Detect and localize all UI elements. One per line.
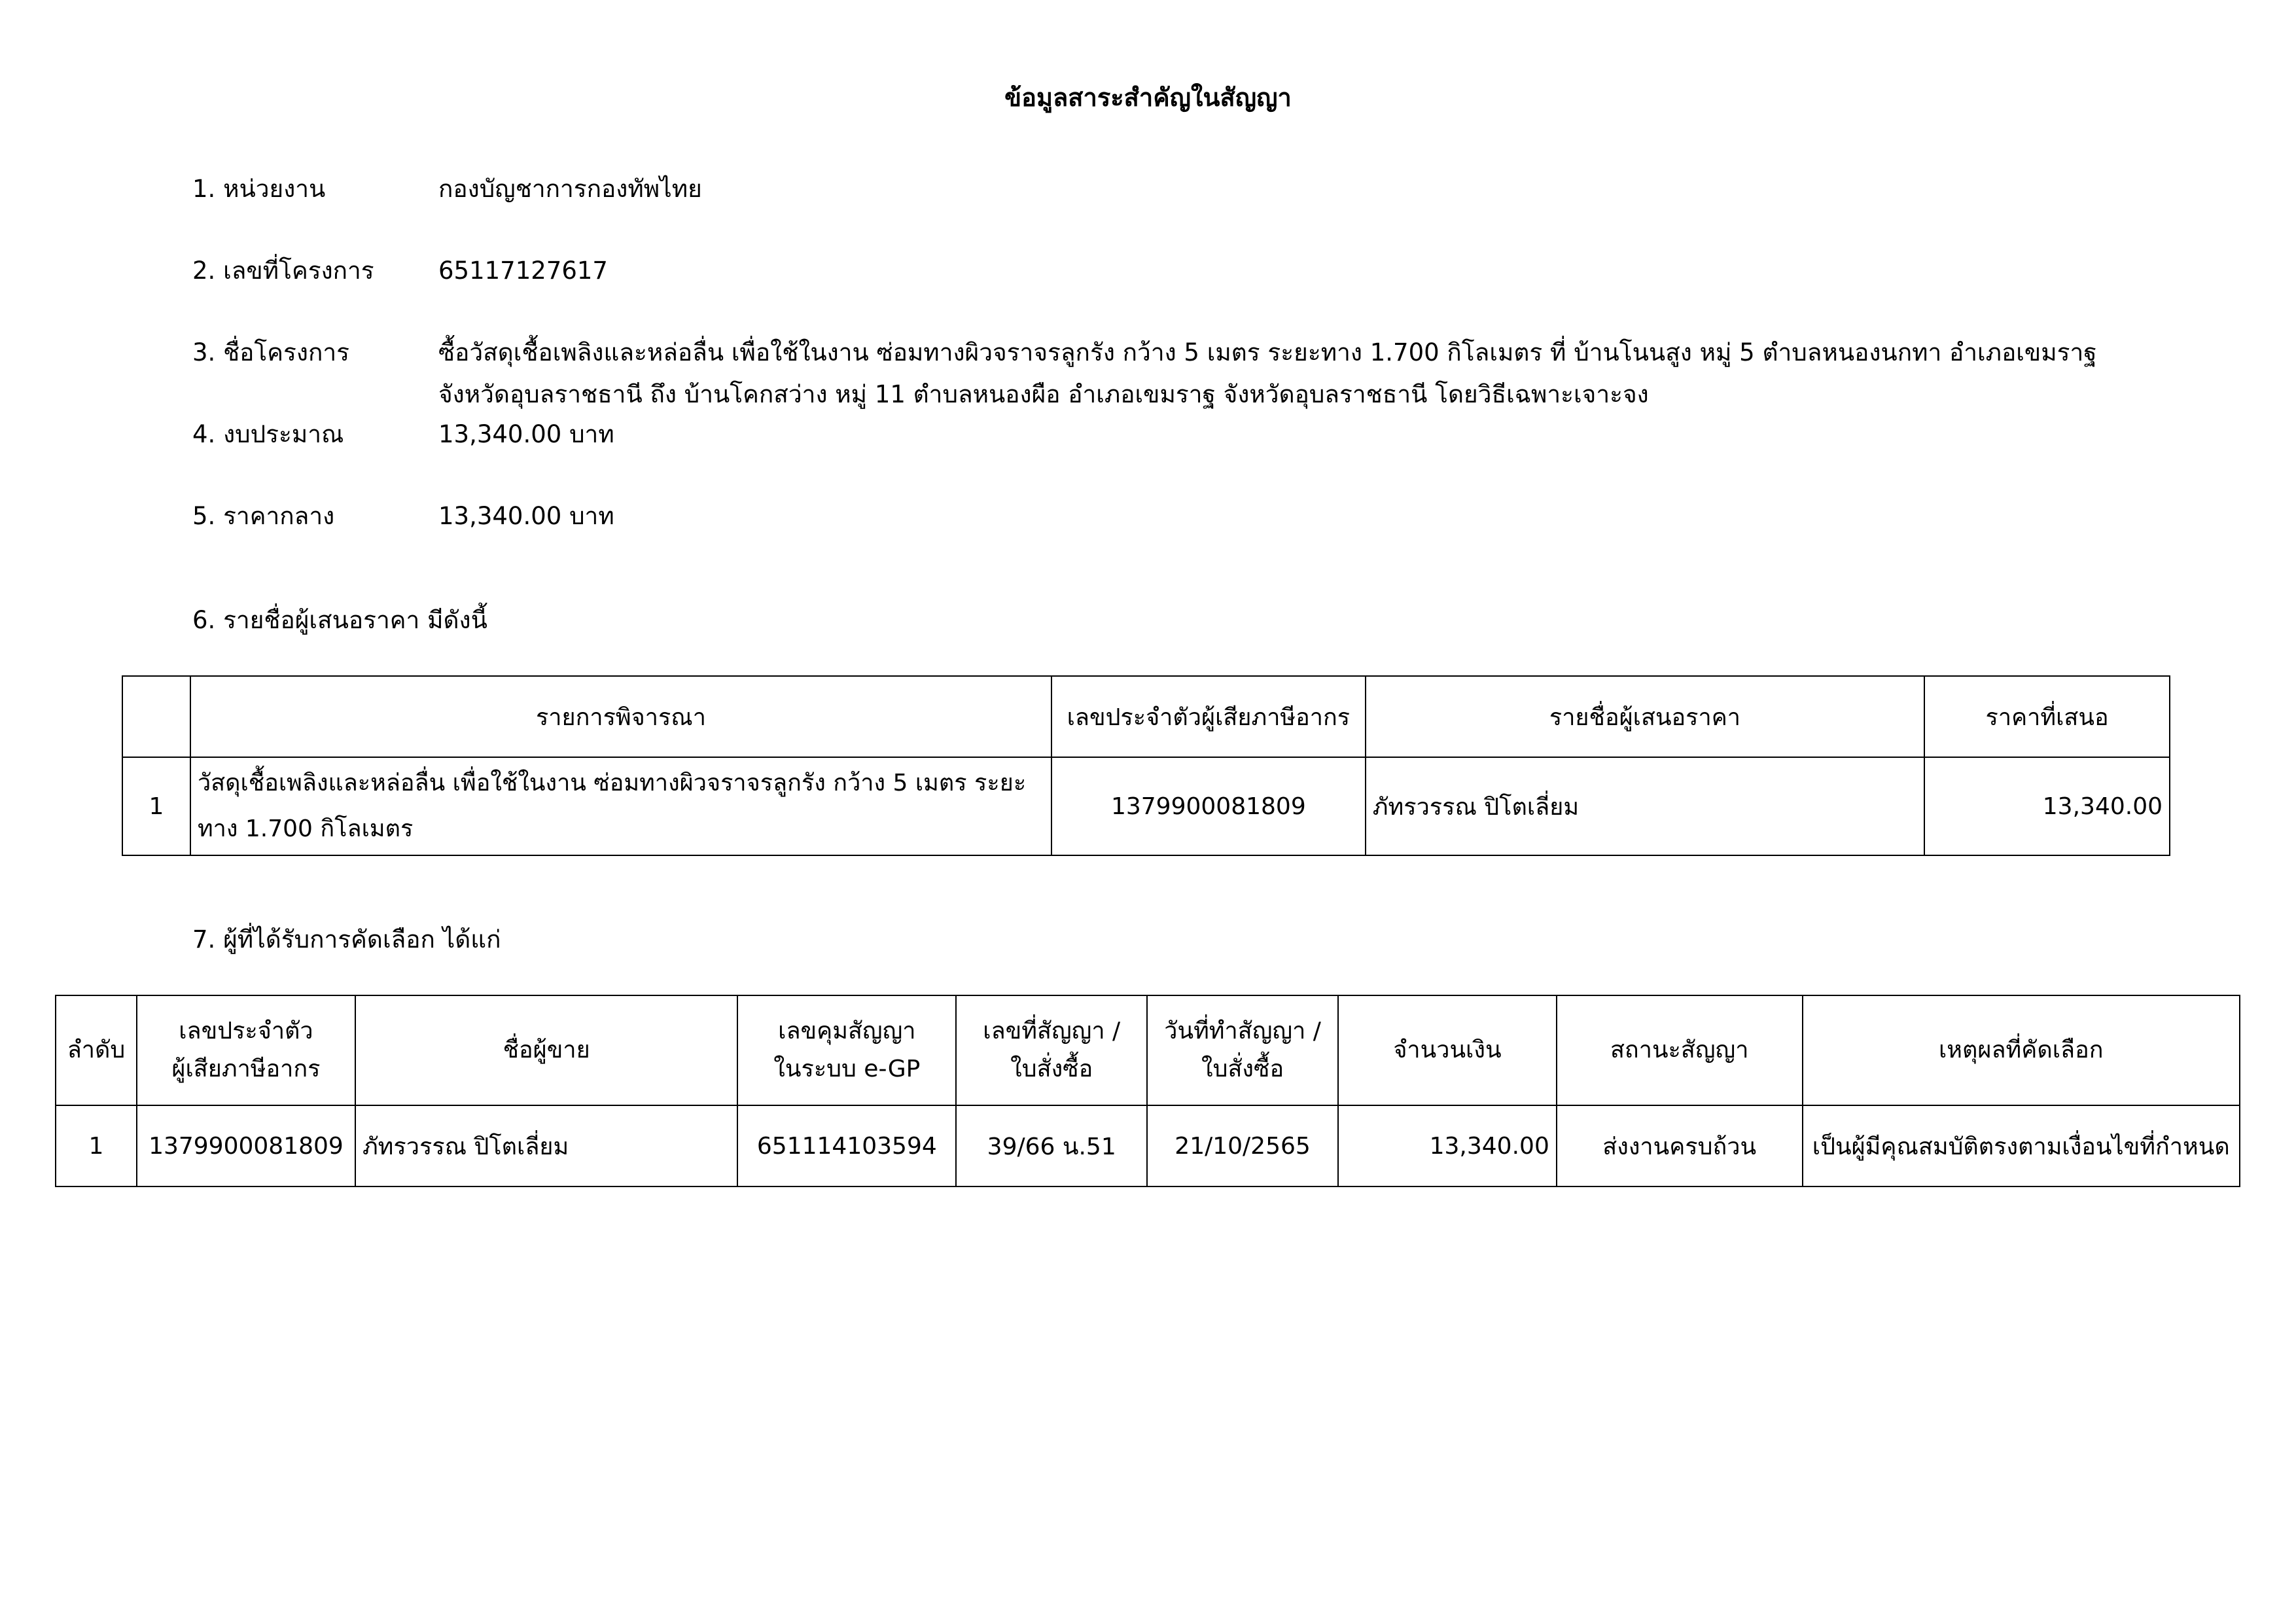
bidder-item-line2: ทาง 1.700 กิโลเมตร — [197, 815, 414, 842]
project-name-line1: ซื้อวัสดุเชื้อเพลิงและหล่อลื่น เพื่อใช้ในงาน ซ่อมทางผิวจราจรลูกรัง กว้าง 5 เมตร ระยะทาง 1.700 กิโลเมตร ที่ บ้านโนนสูง หมู่ 5 ตำบลหนองนกทา อำเภอเขมราฐ — [438, 338, 2097, 366]
selected-header-contract-no — [956, 995, 1147, 1105]
selected-header-tax-id-line2: ผู้เสียภาษีอากร — [171, 1056, 321, 1082]
selected-amount: 13,340.00 — [1338, 1105, 1557, 1186]
bidders-heading: 6. รายชื่อผู้เสนอราคา มีดังนี้ — [192, 606, 487, 634]
selected-header-status: สถานะสัญญา — [1557, 995, 1803, 1105]
bidder-no: 1 — [122, 757, 190, 855]
table-row — [122, 757, 2170, 855]
bidder-name: ภัทรวรรณ ปิโตเลี่ยม — [1366, 757, 1924, 855]
selected-contract-no: 39/66 น.51 — [956, 1105, 1147, 1186]
selected-header-amount: จำนวนเงิน — [1338, 995, 1557, 1105]
selected-header-row — [56, 995, 2240, 1105]
selected-header-contract-date — [1147, 995, 1338, 1105]
selected-header-contract-date-line2: ใบสั่งซื้อ — [1201, 1056, 1284, 1082]
selected-table — [55, 995, 2240, 1187]
bidders-header-price: ราคาที่เสนอ — [1924, 676, 2170, 757]
median-price-label: 5. ราคากลาง — [192, 502, 335, 530]
bidder-item-line1: วัสดุเชื้อเพลิงและหล่อลื่น เพื่อใช้ในงาน ซ่อมทางผิวจราจรลูกรัง กว้าง 5 เมตร ระยะ — [197, 770, 1027, 796]
selected-no: 1 — [56, 1105, 137, 1186]
selected-seller: ภัทรวรรณ ปิโตเลี่ยม — [355, 1105, 737, 1186]
project-name-label: 3. ชื่อโครงการ — [192, 338, 350, 366]
selected-header-contract-no-line2: ใบสั่งซื้อ — [1010, 1056, 1093, 1082]
bidder-tax-id: 1379900081809 — [1051, 757, 1366, 855]
budget-label: 4. งบประมาณ — [192, 420, 344, 448]
selected-header-tax-id-line1: เลขประจำตัว — [179, 1018, 313, 1044]
document-title: ข้อมูลสาระสำคัญในสัญญา — [1004, 83, 1292, 112]
selected-tax-id: 1379900081809 — [137, 1105, 355, 1186]
selected-header-seller: ชื่อผู้ขาย — [355, 995, 737, 1105]
agency-value: กองบัญชาการกองทัพไทย — [438, 175, 702, 203]
bidders-header-item: รายการพิจารณา — [190, 676, 1051, 757]
selected-egp-no: 651114103594 — [737, 1105, 956, 1186]
bidder-price: 13,340.00 — [1924, 757, 2170, 855]
bidders-header-tax-id: เลขประจำตัวผู้เสียภาษีอากร — [1051, 676, 1366, 757]
budget-value: 13,340.00 บาท — [438, 420, 614, 448]
selected-header-no: ลำดับ — [56, 995, 137, 1105]
selected-header-contract-no-line1: เลขที่สัญญา / — [983, 1018, 1121, 1044]
project-name-line2: จังหวัดอุบลราชธานี ถึง บ้านโคกสว่าง หมู่ 11 ตำบลหนองผือ อำเภอเขมราฐ จังหวัดอุบลราชธานี โดยวิธีเฉพาะเจาะจง — [438, 380, 1649, 408]
selected-header-contract-date-line1: วันที่ทำสัญญา / — [1164, 1018, 1321, 1044]
median-price-value: 13,340.00 บาท — [438, 502, 614, 530]
selected-header-egp-line1: เลขคุมสัญญา — [778, 1018, 916, 1044]
table-row — [56, 1105, 2240, 1186]
project-no-value: 65117127617 — [438, 257, 608, 285]
bidders-table — [122, 675, 2170, 856]
selected-contract-date: 21/10/2565 — [1147, 1105, 1338, 1186]
agency-label: 1. หน่วยงาน — [192, 175, 326, 203]
bidder-item — [190, 757, 1051, 855]
selected-header-tax-id — [137, 995, 355, 1105]
selected-heading: 7. ผู้ที่ได้รับการคัดเลือก ได้แก่ — [192, 925, 501, 954]
selected-reason: เป็นผู้มีคุณสมบัติตรงตามเงื่อนไขที่กำหนด — [1803, 1105, 2240, 1186]
bidders-header-no — [122, 676, 190, 757]
selected-header-egp — [737, 995, 956, 1105]
selected-header-reason: เหตุผลที่คัดเลือก — [1803, 995, 2240, 1105]
bidders-header-name: รายชื่อผู้เสนอราคา — [1366, 676, 1924, 757]
bidders-header-row — [122, 676, 2170, 757]
selected-status: ส่งงานครบถ้วน — [1557, 1105, 1803, 1186]
selected-header-egp-line2: ในระบบ e-GP — [773, 1056, 921, 1082]
project-no-label: 2. เลขที่โครงการ — [192, 257, 374, 285]
